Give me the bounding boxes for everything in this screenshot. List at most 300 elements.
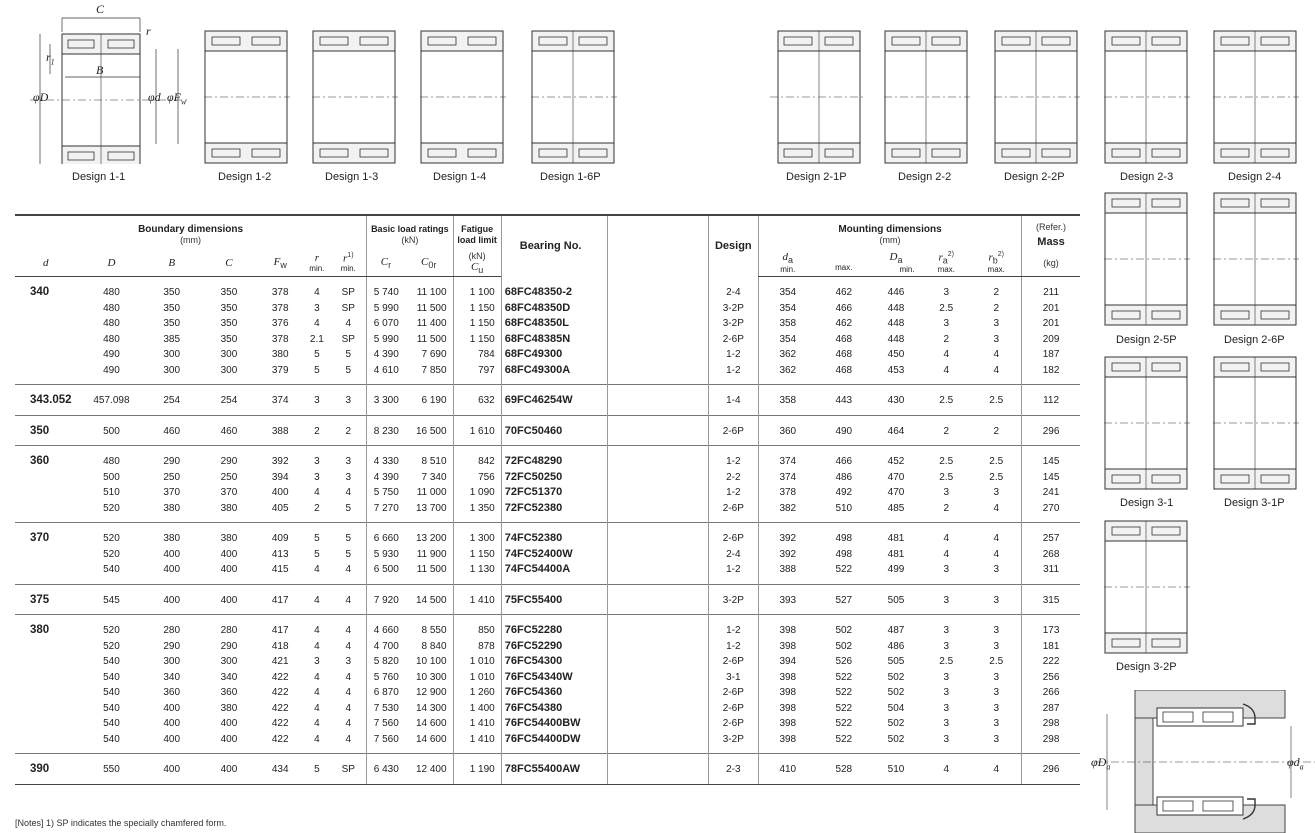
cell-Da-min: 485 [887, 502, 905, 514]
cell-rb-max: 3 [993, 564, 999, 575]
cell-design: 2-4 [708, 547, 758, 563]
dim-label-phiD: φD [33, 90, 49, 104]
cell-r1: 4 [345, 733, 352, 745]
cell-D: 520 [103, 548, 120, 560]
table-row [15, 670, 1080, 686]
cell-r1: SP [341, 287, 355, 298]
design-1-1-drawing [30, 4, 190, 164]
cell-d: 370 [15, 523, 80, 547]
header-Fw: $F_w$ [257, 250, 303, 277]
cell-da-max: 492 [835, 487, 853, 498]
cell-r1: 5 [345, 364, 352, 376]
cell-D: 540 [103, 733, 120, 745]
table-row [15, 363, 1080, 385]
cell-Da-min: 448 [887, 318, 905, 329]
cell-Cu: 1 150 [453, 316, 501, 332]
cell-bearing-no: 68FC48385N [501, 332, 607, 348]
cell-C0r: 12 400 [405, 754, 453, 785]
cell-Fw: 413 [271, 548, 289, 560]
cell-design: 2-6P [708, 701, 758, 717]
cell-da-min: 392 [758, 547, 816, 563]
cell-B: 400 [143, 584, 201, 615]
cell-r: 5 [303, 754, 330, 785]
table-row [15, 316, 1080, 332]
cell-da-max: 466 [835, 302, 853, 314]
header-Cu: (kN) $C_u$ [453, 250, 501, 277]
cell-Da-min: 448 [887, 302, 905, 314]
header-D: D [80, 250, 142, 277]
cell-da-max: 502 [817, 615, 871, 639]
cell-d [15, 639, 80, 655]
cell-Da-min: 470 [887, 487, 905, 498]
cell-d: 375 [15, 584, 80, 615]
design-3-2p-drawing [1104, 520, 1190, 656]
header-Da: $D_a$ min. [871, 250, 921, 277]
cell-Fw: 376 [271, 318, 289, 329]
cell-design: 2-6P [708, 523, 758, 547]
cell-C0r: 11 100 [416, 287, 447, 298]
cell-C: 400 [201, 584, 257, 615]
cell-rb-max: 4 [971, 523, 1021, 547]
cell-d: 343.052 [15, 385, 80, 416]
cell-da-max: 443 [817, 385, 871, 416]
cell-da-max: 522 [835, 564, 853, 575]
cell-Cr: 5 990 [367, 332, 405, 348]
cell-Cu: 1 300 [453, 523, 501, 547]
cell-C: 400 [220, 564, 238, 575]
cell-Cu: 1 610 [453, 415, 501, 446]
table-row [15, 301, 1080, 317]
cell-ra-max: 4 [921, 523, 971, 547]
cell-d [15, 562, 80, 584]
table-row [15, 470, 1080, 486]
cell-rb-max: 2.5 [989, 471, 1004, 483]
cell-mass: 287 [1022, 701, 1080, 717]
cell-ra-max: 3 [943, 671, 950, 683]
cell-Da-min: 510 [871, 754, 921, 785]
cell-mass: 270 [1022, 501, 1080, 523]
cell-Cr: 7 270 [367, 501, 405, 523]
design-label-2-2: Design 2-2 [898, 171, 952, 183]
cell-C0r: 12 900 [415, 687, 447, 698]
cell-Da-min: 430 [871, 385, 921, 416]
cell-Da-min: 502 [887, 718, 905, 729]
cell-r: 2 [303, 415, 330, 446]
design-label-3-2p: Design 3-2P [1116, 661, 1177, 673]
cell-B: 400 [163, 733, 181, 745]
cell-Fw: 392 [257, 446, 303, 470]
cell-Cu: 1 100 [453, 277, 501, 301]
cell-C0r: 14 500 [405, 584, 453, 615]
cell-r: 3 [314, 471, 320, 483]
cell-da-max: 486 [835, 471, 853, 483]
cell-B: 300 [163, 364, 181, 376]
cell-B: 340 [163, 671, 181, 683]
cell-Fw: 415 [271, 564, 289, 575]
table-notes: [Notes] 1) SP indicates the specially chamfered form. [15, 818, 227, 828]
cell-mass: 211 [1022, 277, 1080, 301]
cell-da-max: 527 [817, 584, 871, 615]
header-blank [608, 215, 708, 277]
table-row [15, 584, 1080, 615]
cell-C: 300 [220, 364, 238, 376]
cell-Cr: 5 740 [367, 277, 405, 301]
cell-design: 2-3 [708, 754, 758, 785]
cell-bearing-no: 68FC49300A [501, 363, 607, 385]
cell-bearing-no: 76FC54380 [501, 701, 607, 717]
cell-bearing-no: 72FC48290 [501, 446, 607, 470]
cell-r: 2 [314, 502, 320, 514]
cell-da-min: 374 [758, 470, 816, 486]
cell-mass: 257 [1022, 523, 1080, 547]
cell-da-min: 378 [758, 485, 816, 501]
cell-ra-max: 3 [943, 640, 950, 652]
design-label-2-6p: Design 2-6P [1224, 334, 1285, 346]
design-2-6p-drawing [1213, 192, 1299, 328]
cell-mass: 315 [1022, 584, 1080, 615]
cell-B: 290 [163, 640, 181, 652]
cell-r: 4 [314, 733, 320, 745]
cell-blank [608, 385, 708, 416]
cell-ra-max: 2.5 [939, 471, 954, 483]
cell-Fw: 379 [271, 364, 289, 376]
cell-da-max: 468 [835, 333, 853, 345]
design-label-3-1p: Design 3-1P [1224, 497, 1285, 509]
cell-r: 3 [314, 656, 320, 667]
dim-label-C: C [96, 2, 105, 16]
cell-C0r: 7 850 [421, 364, 447, 376]
design-label-2-1p: Design 2-1P [786, 171, 847, 183]
cell-Cr: 4 660 [367, 615, 405, 639]
cell-bearing-no: 76FC54300 [501, 654, 607, 670]
design-2-3-drawing [1104, 30, 1190, 166]
header-Cr: $C_r$ [367, 250, 405, 277]
cell-Fw: 378 [271, 333, 289, 345]
cell-r1: 4 [330, 584, 366, 615]
cell-bearing-no: 76FC54360 [501, 685, 607, 701]
cell-blank [608, 277, 708, 301]
header-rb: $r_b^{2)}$ max. [971, 250, 1021, 277]
cell-rb-max: 3 [993, 487, 999, 498]
cell-C: 350 [220, 333, 238, 345]
cell-Cu: 797 [453, 363, 501, 385]
cell-da-min: 398 [758, 716, 816, 732]
cell-Da-min: 504 [887, 702, 905, 714]
cell-bearing-no: 68FC48350-2 [501, 277, 607, 301]
cell-Cr: 4 390 [367, 470, 405, 486]
cell-C0r: 13 200 [405, 523, 453, 547]
cell-ra-max: 2 [921, 415, 971, 446]
cell-r: 4 [314, 718, 320, 729]
table-row [15, 701, 1080, 717]
cell-Cu: 1 010 [453, 654, 501, 670]
cell-Da-min: 502 [887, 687, 905, 698]
cell-mass: 296 [1022, 415, 1080, 446]
cell-ra-max: 3 [921, 615, 971, 639]
cell-r1: 3 [345, 656, 352, 667]
cell-C: 280 [201, 615, 257, 639]
cell-Cu: 1 260 [453, 685, 501, 701]
cell-Fw: 378 [271, 302, 289, 314]
cell-rb-max: 2.5 [989, 656, 1004, 667]
cell-D: 540 [103, 702, 120, 714]
design-2-4-drawing [1213, 30, 1299, 166]
cell-Cu: 1 150 [453, 332, 501, 348]
cell-r: 4 [303, 584, 330, 615]
cell-da-min: 360 [758, 415, 816, 446]
header-da: $d_a$ min. [758, 250, 816, 277]
cell-bearing-no: 70FC50460 [501, 415, 607, 446]
cell-bearing-no: 76FC54400BW [501, 716, 607, 732]
cell-da-min: 374 [758, 446, 816, 470]
cell-blank [608, 301, 708, 317]
cell-da-max: 522 [835, 718, 853, 729]
cell-da-min: 398 [758, 732, 816, 754]
cell-da-min: 362 [758, 363, 816, 385]
cell-Da-min: 448 [887, 333, 905, 345]
design-2-1p-drawing [770, 30, 866, 166]
cell-bearing-no: 72FC52380 [501, 501, 607, 523]
dim-label-r1: $r_1$ [46, 50, 55, 67]
header-C0r: $C_{0r}$ [405, 250, 453, 277]
cell-C: 350 [220, 287, 238, 298]
cell-C: 250 [220, 471, 238, 483]
cell-ra-max: 4 [943, 548, 950, 560]
cell-rb-max: 2 [993, 302, 999, 314]
cell-B: 250 [163, 471, 181, 483]
cell-ra-max: 2.5 [939, 656, 954, 667]
header-bearing-no: Bearing No. [501, 215, 607, 277]
cell-ra-max: 4 [943, 364, 950, 376]
cell-r1: 3 [330, 385, 366, 416]
cell-rb-max: 4 [993, 502, 999, 514]
cell-rb-max: 4 [993, 364, 999, 376]
header-r: r min. [303, 250, 330, 277]
cell-r1: 4 [345, 671, 352, 683]
cell-bearing-no: 78FC55400AW [501, 754, 607, 785]
cell-d [15, 701, 80, 717]
cell-C0r: 13 700 [415, 502, 447, 514]
design-2-5p-drawing [1104, 192, 1190, 328]
cell-mass: 201 [1022, 316, 1080, 332]
header-ra: $r_a^{2)}$ max. [921, 250, 971, 277]
cell-Fw: 400 [271, 487, 289, 498]
cell-Da-min: 481 [871, 523, 921, 547]
cell-ra-max: 2.5 [921, 385, 971, 416]
cell-ra-max: 4 [943, 349, 950, 360]
cell-rb-max: 2.5 [971, 446, 1021, 470]
cell-Cr: 5 750 [367, 485, 405, 501]
cell-blank [608, 685, 708, 701]
cell-rb-max: 3 [993, 733, 999, 745]
cell-da-min: 393 [758, 584, 816, 615]
cell-C: 400 [220, 733, 238, 745]
cell-mass: 187 [1022, 347, 1080, 363]
cell-D: 540 [103, 671, 120, 683]
cell-r1: 4 [345, 640, 352, 652]
cell-C0r: 6 190 [405, 385, 453, 416]
cell-design: 1-2 [708, 347, 758, 363]
cell-d [15, 670, 80, 686]
cell-da-max: 528 [817, 754, 871, 785]
header-basic-load: Basic load ratings (kN) [367, 215, 453, 250]
cell-C: 254 [201, 385, 257, 416]
cell-ra-max: 3 [943, 733, 950, 745]
cell-B: 290 [143, 446, 201, 470]
cell-Cr: 4 610 [367, 363, 405, 385]
cell-blank [608, 523, 708, 547]
cell-D: 545 [80, 584, 142, 615]
cell-mass: 209 [1022, 332, 1080, 348]
cell-r1: 2 [330, 415, 366, 446]
cell-Cr: 4 700 [367, 639, 405, 655]
cell-C0r: 11 000 [416, 487, 447, 498]
cell-d: 360 [15, 446, 80, 470]
cell-Da-min: 505 [871, 584, 921, 615]
cell-r1: 4 [345, 318, 352, 329]
design-3-1p-drawing [1213, 356, 1299, 492]
cell-ra-max: 2.5 [921, 446, 971, 470]
cell-C: 290 [201, 446, 257, 470]
cell-da-max: 490 [817, 415, 871, 446]
cell-design: 3-2P [708, 732, 758, 754]
header-B: B [143, 250, 201, 277]
dim-label-r: r [146, 24, 151, 38]
cell-Cr: 7 560 [367, 732, 405, 754]
cell-Da-min: 499 [887, 564, 905, 575]
cell-D: 550 [80, 754, 142, 785]
cell-blank [608, 639, 708, 655]
cell-r: 5 [314, 349, 320, 360]
cell-mass: 222 [1022, 654, 1080, 670]
cell-mass: 241 [1022, 485, 1080, 501]
cell-rb-max: 3 [971, 584, 1021, 615]
cell-r: 3 [314, 302, 320, 314]
cell-da-min: 398 [758, 639, 816, 655]
cell-r1: SP [341, 333, 355, 345]
cell-Cr: 6 430 [367, 754, 405, 785]
cell-da-max: 522 [835, 687, 853, 698]
cell-rb-max: 2.5 [971, 385, 1021, 416]
header-fatigue: Fatigue load limit [453, 215, 501, 250]
cell-C0r: 8 510 [405, 446, 453, 470]
cell-D: 480 [103, 318, 120, 329]
cell-design: 2-6P [708, 501, 758, 523]
cell-design: 1-2 [708, 562, 758, 584]
cell-Cu: 1 130 [453, 562, 501, 584]
header-r1: $r^{1)}$ min. [330, 250, 366, 277]
cell-bearing-no: 74FC52400W [501, 547, 607, 563]
cell-Fw: 394 [271, 471, 289, 483]
cell-bearing-no: 68FC48350L [501, 316, 607, 332]
cell-Cu: 878 [453, 639, 501, 655]
cell-Cu: 1 190 [453, 754, 501, 785]
table-row [15, 446, 1080, 470]
cell-Fw: 409 [257, 523, 303, 547]
cell-da-min: 410 [758, 754, 816, 785]
cell-da-min: 398 [758, 701, 816, 717]
cell-Cu: 1 410 [453, 716, 501, 732]
cell-d: 350 [15, 415, 80, 446]
cell-rb-max: 3 [993, 687, 999, 698]
cell-blank [608, 501, 708, 523]
cell-Cr: 6 870 [367, 685, 405, 701]
header-design: Design [708, 215, 758, 277]
cell-blank [608, 470, 708, 486]
cell-D: 520 [103, 502, 120, 514]
cell-r1: 4 [345, 487, 352, 498]
table-row [15, 347, 1080, 363]
header-da-max: max. [817, 250, 871, 277]
cell-r: 5 [314, 364, 320, 376]
table-row [15, 485, 1080, 501]
table-row [15, 415, 1080, 446]
cell-design: 2-6P [708, 654, 758, 670]
cell-r: 4 [314, 671, 320, 683]
dim-label-B: B [96, 63, 104, 77]
cell-r: 2.1 [309, 333, 324, 345]
cell-B: 400 [163, 702, 181, 714]
cell-ra-max: 3 [943, 718, 950, 729]
cell-Cr: 7 560 [367, 716, 405, 732]
table-row [15, 716, 1080, 732]
cell-d [15, 470, 80, 486]
cell-B: 380 [163, 502, 181, 514]
cell-rb-max: 3 [993, 333, 999, 345]
cell-rb-max: 3 [993, 702, 999, 714]
table-row [15, 523, 1080, 547]
cell-Cu: 1 410 [453, 584, 501, 615]
cell-blank [608, 547, 708, 563]
cell-Cu: 1 400 [453, 701, 501, 717]
cell-r1: SP [330, 754, 366, 785]
cell-Fw: 422 [271, 733, 289, 745]
cell-mass: 182 [1022, 363, 1080, 385]
cell-C: 400 [201, 754, 257, 785]
cell-d [15, 716, 80, 732]
cell-D: 480 [103, 287, 120, 298]
cell-D: 490 [103, 349, 120, 360]
cell-D: 540 [103, 564, 120, 575]
cell-blank [608, 670, 708, 686]
spec-table [15, 214, 1080, 785]
design-1-3-drawing [312, 30, 398, 166]
cell-mass: 266 [1022, 685, 1080, 701]
cell-Cr: 4 330 [367, 446, 405, 470]
cell-Da-min: 470 [887, 471, 905, 483]
cell-Cr: 8 230 [367, 415, 405, 446]
cell-blank [608, 754, 708, 785]
cell-r: 4 [314, 287, 320, 298]
cell-rb-max: 2 [993, 287, 999, 298]
cell-blank [608, 347, 708, 363]
cell-Fw: 378 [271, 287, 289, 298]
design-1-6p-drawing [531, 30, 617, 166]
table-row [15, 547, 1080, 563]
design-label-1-2: Design 1-2 [218, 171, 272, 183]
cell-design: 3-1 [708, 670, 758, 686]
cell-da-max: 468 [835, 364, 853, 376]
cell-C0r: 11 500 [416, 564, 447, 575]
cell-bearing-no: 75FC55400 [501, 584, 607, 615]
cell-bearing-no: 74FC52380 [501, 523, 607, 547]
cell-ra-max: 3 [943, 318, 950, 329]
cell-d [15, 347, 80, 363]
cell-C: 360 [220, 687, 238, 698]
design-1-2-drawing [204, 30, 290, 166]
table-row [15, 732, 1080, 754]
cell-Da-min: 452 [871, 446, 921, 470]
